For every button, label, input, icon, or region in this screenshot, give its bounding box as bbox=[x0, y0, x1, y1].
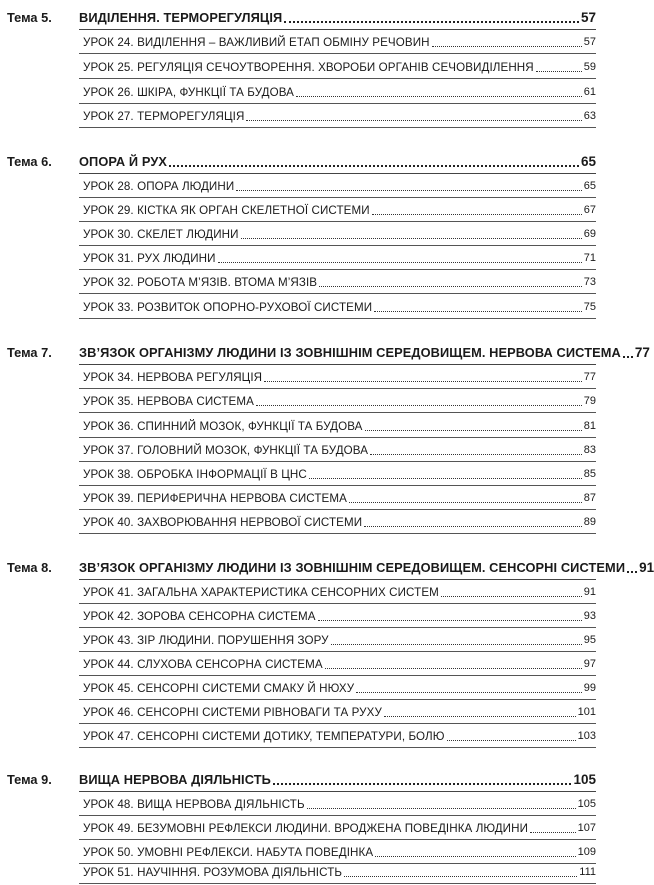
dot-leader bbox=[441, 596, 582, 597]
lesson-label: УРОК 38. ОБРОБКА ІНФОРМАЦІЇ В ЦНС bbox=[83, 468, 307, 481]
lesson-page-number: 101 bbox=[577, 706, 596, 718]
lesson-47-entry[interactable] bbox=[79, 724, 596, 748]
topic-5-heading[interactable] bbox=[7, 6, 596, 26]
lesson-34-entry[interactable] bbox=[79, 365, 596, 389]
lesson-label: УРОК 44. СЛУХОВА СЕНСОРНА СИСТЕМА bbox=[83, 658, 323, 671]
topic-6-heading[interactable] bbox=[7, 150, 596, 170]
lesson-label: УРОК 30. СКЕЛЕТ ЛЮДИНИ bbox=[83, 228, 239, 241]
topic-number: Тема 7. bbox=[7, 345, 52, 360]
topic-page-number: 77 bbox=[634, 345, 650, 360]
lesson-38-entry[interactable] bbox=[79, 462, 596, 486]
topic-number: Тема 8. bbox=[7, 560, 52, 575]
dot-leader bbox=[331, 644, 582, 645]
lesson-label: УРОК 36. СПИННИЙ МОЗОК, ФУНКЦІЇ ТА БУДОВА bbox=[83, 420, 363, 433]
dot-leader bbox=[169, 165, 579, 167]
lesson-36-entry[interactable] bbox=[79, 414, 596, 438]
lesson-page-number: 65 bbox=[583, 180, 596, 192]
dot-leader bbox=[284, 21, 579, 23]
lesson-page-number: 81 bbox=[583, 420, 596, 432]
dot-leader bbox=[356, 692, 582, 693]
lesson-page-number: 67 bbox=[583, 204, 596, 216]
lesson-page-number: 79 bbox=[583, 395, 596, 407]
lesson-44-entry[interactable] bbox=[79, 652, 596, 676]
lesson-page-number: 73 bbox=[583, 276, 596, 288]
dot-leader bbox=[365, 430, 582, 431]
lesson-page-number: 107 bbox=[577, 822, 596, 834]
lesson-label: УРОК 50. УМОВНІ РЕФЛЕКСИ. НАБУТА ПОВЕДІНКА bbox=[83, 846, 374, 859]
lesson-label: УРОК 39. ПЕРИФЕРИЧНА НЕРВОВА СИСТЕМА bbox=[83, 492, 347, 505]
lesson-page-number: 61 bbox=[583, 86, 596, 98]
lesson-29-entry[interactable] bbox=[79, 198, 596, 222]
lesson-label: УРОК 33. РОЗВИТОК ОПОРНО-РУХОВОЇ СИСТЕМИ bbox=[83, 301, 373, 314]
lesson-label: УРОК 27. ТЕРМОРЕГУЛЯЦІЯ bbox=[83, 110, 245, 123]
lesson-30-entry[interactable] bbox=[79, 222, 596, 246]
lesson-page-number: 83 bbox=[583, 444, 596, 456]
lesson-49-entry[interactable] bbox=[79, 816, 596, 840]
topic-number: Тема 6. bbox=[7, 154, 52, 169]
topic-page-number: 57 bbox=[580, 10, 596, 25]
topic-number: Тема 9. bbox=[7, 772, 52, 787]
lesson-41-entry[interactable] bbox=[79, 580, 596, 604]
dot-leader bbox=[256, 405, 582, 406]
lesson-48-entry[interactable] bbox=[79, 792, 596, 816]
lesson-label: УРОК 40. ЗАХВОРЮВАННЯ НЕРВОВОЇ СИСТЕМИ bbox=[83, 516, 363, 529]
dot-leader bbox=[325, 668, 582, 669]
dot-leader bbox=[344, 876, 577, 877]
lesson-45-entry[interactable] bbox=[79, 676, 596, 700]
dot-leader bbox=[370, 454, 582, 455]
lesson-label: УРОК 26. ШКІРА, ФУНКЦІЇ ТА БУДОВА bbox=[83, 86, 295, 99]
lesson-page-number: 103 bbox=[577, 730, 596, 742]
lesson-label: УРОК 46. СЕНСОРНІ СИСТЕМИ РІВНОВАГИ ТА РУХУ bbox=[83, 706, 382, 719]
lesson-32-entry[interactable] bbox=[79, 270, 596, 294]
lesson-label: УРОК 45. СЕНСОРНІ СИСТЕМИ СМАКУ Й НЮХУ bbox=[83, 682, 355, 695]
dot-leader bbox=[246, 120, 581, 121]
lesson-page-number: 59 bbox=[583, 61, 596, 73]
lesson-37-entry[interactable] bbox=[79, 438, 596, 462]
lesson-33-entry[interactable] bbox=[79, 295, 596, 319]
lesson-page-number: 109 bbox=[577, 846, 596, 858]
lesson-label: УРОК 32. РОБОТА М’ЯЗІВ. ВТОМА М’ЯЗІВ bbox=[83, 276, 318, 289]
lesson-40-entry[interactable] bbox=[79, 510, 596, 534]
lesson-label: УРОК 37. ГОЛОВНИЙ МОЗОК, ФУНКЦІЇ ТА БУДОВА bbox=[83, 444, 369, 457]
topic-page-number: 65 bbox=[580, 154, 596, 169]
lesson-label: УРОК 49. БЕЗУМОВНІ РЕФЛЕКСИ ЛЮДИНИ. ВРОДЖЕНА ПОВЕДІНКА ЛЮДИНИ bbox=[83, 822, 529, 835]
lesson-page-number: 89 bbox=[583, 516, 596, 528]
dot-leader bbox=[536, 71, 582, 72]
lesson-28-entry[interactable] bbox=[79, 174, 596, 198]
lesson-page-number: 91 bbox=[583, 586, 596, 598]
lesson-label: УРОК 43. ЗІР ЛЮДИНИ. ПОРУШЕННЯ ЗОРУ bbox=[83, 634, 329, 647]
lesson-page-number: 87 bbox=[583, 492, 596, 504]
lesson-label: УРОК 42. ЗОРОВА СЕНСОРНА СИСТЕМА bbox=[83, 610, 316, 623]
dot-leader bbox=[349, 502, 582, 503]
lesson-24-entry[interactable] bbox=[79, 30, 596, 54]
lesson-label: УРОК 41. ЗАГАЛЬНА ХАРАКТЕРИСТИКА СЕНСОРНИХ СИСТЕМ bbox=[83, 586, 439, 599]
dot-leader bbox=[273, 783, 572, 785]
lesson-label: УРОК 35. НЕРВОВА СИСТЕМА bbox=[83, 395, 254, 408]
topic-title: ОПОРА Й РУХ bbox=[79, 154, 168, 169]
topic-page-number: 91 bbox=[639, 560, 654, 575]
lesson-42-entry[interactable] bbox=[79, 604, 596, 628]
dot-leader bbox=[364, 526, 582, 527]
topic-title: ЗВ’ЯЗОК ОРГАНІЗМУ ЛЮДИНИ ІЗ ЗОВНІШНІМ СЕРЕДОВИЩЕМ. СЕНСОРНІ СИСТЕМИ bbox=[79, 560, 626, 575]
lesson-label: УРОК 24. ВИДІЛЕННЯ – ВАЖЛИВИЙ ЕТАП ОБМІНУ РЕЧОВИН bbox=[83, 36, 430, 49]
dot-leader bbox=[319, 286, 582, 287]
dot-leader bbox=[372, 214, 582, 215]
lesson-page-number: 77 bbox=[583, 371, 596, 383]
dot-leader bbox=[530, 832, 576, 833]
lesson-label: УРОК 25. РЕГУЛЯЦІЯ СЕЧОУТВОРЕННЯ. ХВОРОБИ ОРГАНІВ СЕЧОВИДІЛЕННЯ bbox=[83, 61, 534, 74]
lesson-page-number: 71 bbox=[583, 252, 596, 264]
dot-leader bbox=[241, 238, 582, 239]
lesson-page-number: 63 bbox=[583, 110, 596, 122]
lesson-label: УРОК 29. КІСТКА ЯК ОРГАН СКЕЛЕТНОЇ СИСТЕМИ bbox=[83, 204, 370, 217]
lesson-label: УРОК 51. НАУЧІННЯ. РОЗУМОВА ДІЯЛЬНІСТЬ bbox=[83, 866, 343, 879]
dot-leader bbox=[318, 620, 582, 621]
lesson-page-number: 99 bbox=[583, 682, 596, 694]
lesson-page-number: 105 bbox=[577, 798, 596, 810]
dot-leader bbox=[375, 856, 575, 857]
topic-8-heading[interactable] bbox=[7, 556, 654, 576]
lesson-page-number: 111 bbox=[579, 866, 596, 878]
dot-leader bbox=[447, 740, 576, 741]
lesson-label: УРОК 48. ВИЩА НЕРВОВА ДІЯЛЬНІСТЬ bbox=[83, 798, 305, 811]
topic-title: ВИДІЛЕННЯ. ТЕРМОРЕГУЛЯЦІЯ bbox=[79, 10, 283, 25]
lesson-label: УРОК 34. НЕРВОВА РЕГУЛЯЦІЯ bbox=[83, 371, 263, 384]
lesson-35-entry[interactable] bbox=[79, 389, 596, 413]
dot-leader bbox=[374, 311, 582, 312]
lesson-25-entry[interactable] bbox=[79, 55, 596, 79]
topic-7-heading[interactable] bbox=[7, 341, 650, 361]
topic-title: ВИЩА НЕРВОВА ДІЯЛЬНІСТЬ bbox=[79, 772, 271, 787]
topic-9-heading[interactable] bbox=[7, 768, 596, 788]
dot-leader bbox=[627, 571, 637, 573]
lesson-page-number: 93 bbox=[583, 610, 596, 622]
lesson-page-number: 97 bbox=[583, 658, 596, 670]
dot-leader bbox=[218, 262, 582, 263]
lesson-26-entry[interactable] bbox=[79, 80, 596, 104]
lesson-43-entry[interactable] bbox=[79, 628, 596, 652]
topic-page-number: 105 bbox=[573, 772, 596, 787]
lesson-39-entry[interactable] bbox=[79, 486, 596, 510]
lesson-label: УРОК 28. ОПОРА ЛЮДИНИ bbox=[83, 180, 235, 193]
lesson-label: УРОК 47. СЕНСОРНІ СИСТЕМИ ДОТИКУ, ТЕМПЕРАТУРИ, БОЛЮ bbox=[83, 730, 445, 743]
lesson-page-number: 57 bbox=[583, 36, 596, 48]
lesson-46-entry[interactable] bbox=[79, 700, 596, 724]
lesson-label: УРОК 31. РУХ ЛЮДИНИ bbox=[83, 252, 216, 265]
topic-number: Тема 5. bbox=[7, 10, 52, 25]
dot-leader bbox=[296, 96, 582, 97]
dot-leader bbox=[309, 478, 582, 479]
dot-leader bbox=[307, 808, 576, 809]
dot-leader bbox=[432, 46, 582, 47]
dot-leader bbox=[623, 356, 633, 358]
lesson-51-entry[interactable] bbox=[79, 860, 596, 884]
topic-title: ЗВ’ЯЗОК ОРГАНІЗМУ ЛЮДИНИ ІЗ ЗОВНІШНІМ СЕРЕДОВИЩЕМ. НЕРВОВА СИСТЕМА bbox=[79, 345, 621, 360]
dot-leader bbox=[264, 381, 582, 382]
lesson-31-entry[interactable] bbox=[79, 246, 596, 270]
lesson-page-number: 69 bbox=[583, 228, 596, 240]
lesson-page-number: 95 bbox=[583, 634, 596, 646]
lesson-page-number: 85 bbox=[583, 468, 596, 480]
dot-leader bbox=[384, 716, 576, 717]
lesson-27-entry[interactable] bbox=[79, 104, 596, 128]
dot-leader bbox=[236, 190, 581, 191]
lesson-page-number: 75 bbox=[583, 301, 596, 313]
